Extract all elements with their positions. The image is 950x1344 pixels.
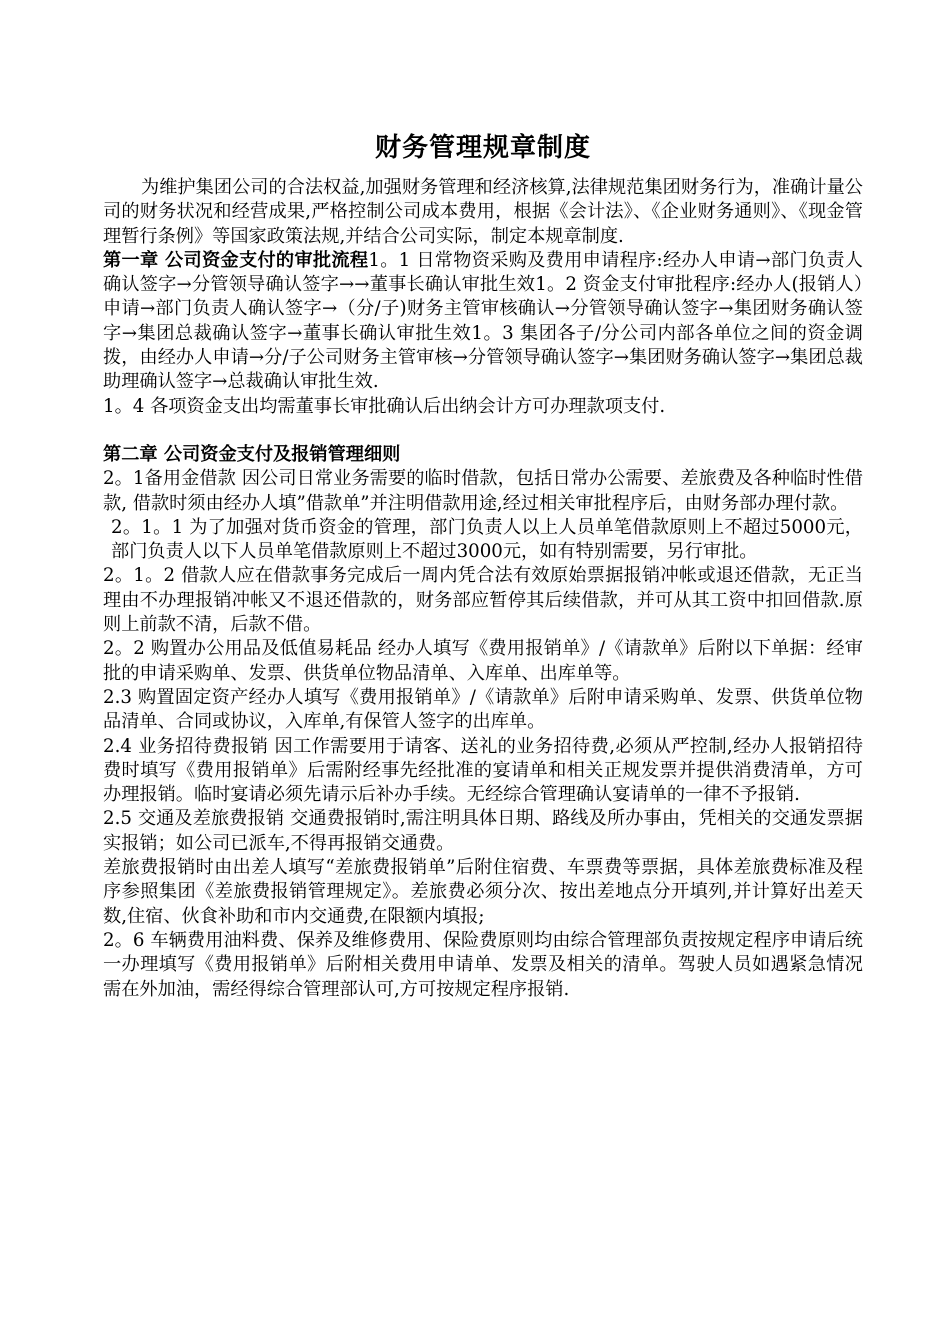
chapter1-item-1-4: 1。4 各项资金支出均需董事长审批确认后出纳会计方可办理款项支付.	[103, 395, 666, 417]
section-spacer	[103, 419, 863, 443]
intro-paragraph: 为维护集团公司的合法权益,加强财务管理和经济核算,法律规范集团财务行为，准确计量公司的财务状况和经营成果,严格控制公司成本费用，根据《会计法》、《企业财务通则》、《现金管理暂行条例》等国家政策法规,并结合公司实际，制定本规章制度.	[103, 177, 863, 247]
chapter1-heading: 第一章 公司资金支付的审批流程	[103, 249, 369, 271]
document-page	[103, 128, 863, 1002]
chapter2-travel-expense: 差旅费报销时由出差人填写“差旅费报销单”后附住宿费、车票费等票据，具体差旅费标准及程序参照集团《差旅费报销管理规定》。差旅费必须分次、按出差地点分开填列,并计算好出差天数,住宿、伙食补助和市内交通费,在限额内填报;	[103, 857, 863, 927]
chapter2-item-2-5: 2.5 交通及差旅费报销 交通费报销时,需注明具体日期、路线及所办事由，凭相关的交通发票据实报销；如公司已派车,不得再报销交通费。	[103, 808, 863, 854]
chapter2-item-2-4: 2.4 业务招待费报销 因工作需要用于请客、送礼的业务招待费,必须从严控制,经办人报销招待费时填写《费用报销单》后需附经事先经批准的宴请单和相关正规发票并提供消费清单，方可办理报销。临时宴请必须先请示后补办手续。无经综合管理确认宴请单的一律不予报销.	[103, 735, 863, 806]
chapter2-item-2-6: 2。6 车辆费用油料费、保养及维修费用、保险费原则均由综合管理部负责按规定程序申请后统一办理填写《费用报销单》后附相关费用申请单、发票及相关的清单。驾驶人员如遇紧急情况需在外加油，需经得综合管理部认可,方可按规定程序报销.	[103, 929, 863, 1000]
chapter1-paragraph	[103, 249, 863, 395]
chapter1-body: 1。1 日常物资采购及费用申请程序:经办人申请→部门负责人确认签字→分管领导确认签字→→董事长确认审批生效1。2 资金支付审批程序:经办人(报销人）申请→部门负责人确认签字→（分/子)财务主管审核确认→分管领导确认签字→集团财务确认签字→集团总裁确认签字→董事长确认审批生效1。3 集团各子/分公司内部各单位之间的资金调拨，由经办人申请→分/子公司财务主管审核→分管领导确认签字→集团财务确认签字→集团总裁助理确认签字→总裁确认审批生效.	[103, 249, 863, 393]
chapter2-item-2-2: 2。2 购置办公用品及低值易耗品 经办人填写《费用报销单》/《请款单》后附以下单据：经审批的申请采购单、发票、供货单位物品清单、入库单、出库单等。	[103, 638, 863, 684]
chapter2-item-2-1-2: 2。1。2 借款人应在借款事务完成后一周内凭合法有效原始票据报销冲帐或退还借款，无正当理由不办理报销冲帐又不退还借款的，财务部应暂停其后续借款，并可从其工资中扣回借款.原则上前款不清，后款不借。	[103, 565, 863, 636]
chapter2-heading: 第二章 公司资金支付及报销管理细则	[103, 443, 401, 465]
chapter2-item-2-3: 2.3 购置固定资产经办人填写《费用报销单》/《请款单》后附申请采购单、发票、供货单位物品清单、合同或协议，入库单,有保管人签字的出库单。	[103, 686, 863, 733]
document-title: 财务管理规章制度	[374, 133, 591, 163]
chapter2-item-2-1-1: 2。1。1 为了加强对货币资金的管理，部门负责人以上人员单笔借款原则上不超过5000元，部门负责人以下人员单笔借款原则上不超过3000元，如有特别需要，另行审批。	[111, 516, 863, 563]
chapter2-item-2-1: 2。1备用金借款 因公司日常业务需要的临时借款，包括日常办公需要、差旅费及各种临时性借款, 借款时须由经办人填”借款单”并注明借款用途,经过相关审批程序后，由财务部办理付款。	[103, 468, 863, 514]
